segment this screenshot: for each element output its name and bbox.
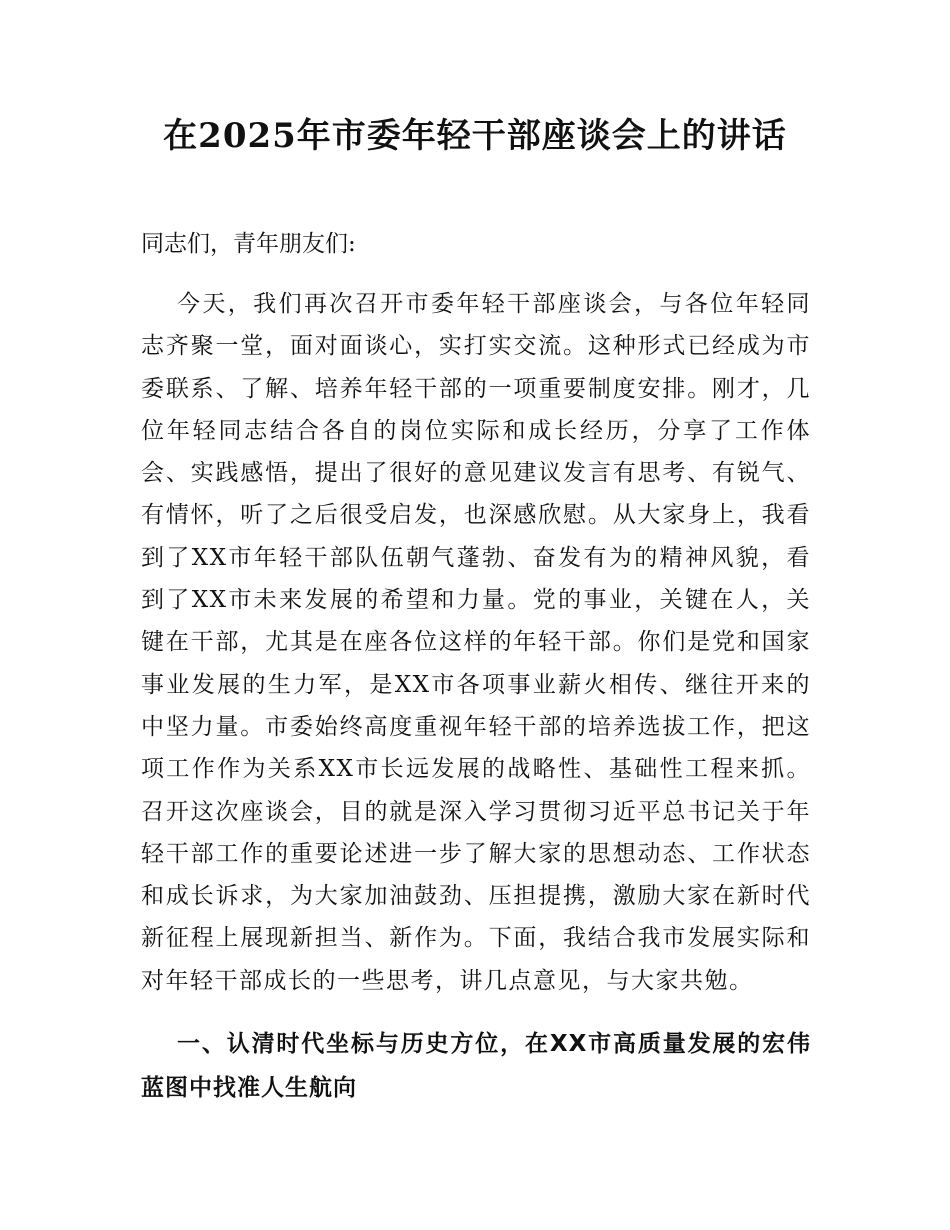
salutation: 同志们，青年朋友们: bbox=[141, 231, 356, 257]
section-heading: 一、认清时代坐标与历史方位，在XX市高质量发展的宏伟蓝图中找准人生航向 bbox=[141, 1031, 811, 1101]
document-title: 在2025年市委年轻干部座谈会上的讲话 bbox=[163, 116, 787, 156]
body-paragraph: 今天，我们再次召开市委年轻干部座谈会，与各位年轻同志齐聚一堂，面对面谈心，实打实交流。这种形式已经成为市委联系、了解、培养年轻干部的一项重要制度安排。刚才，几位年轻同志结合各自的岗位实际和成长经历，分享了工作体会、实践感悟，提出了很好的意见建议发言有思考、有锐气、有情怀，听了之后很受启发，也深感欣慰。从大家身上，我看到了XX市年轻干部队伍朝气蓬勃、奋发有为的精神风貌，看到了XX市未来发展的希望和力量。党的事业，关键在人，关键在干部，尤其是在座各位这样的年轻干部。你们是党和国家事业发展的生力军，是XX市各项事业薪火相传、继往开来的中坚力量。市委始终高度重视年轻干部的培养选拔工作，把这项工作作为关系XX市长远发展的战略性、基础性工程来抓。召开这次座谈会，目的就是深入学习贯彻习近平总书记关于年轻干部工作的重要论述进一步了解大家的思想动态、工作状态和成长诉求，为大家加油鼓劲、压担提携，激励大家在新时代新征程上展现新担当、新作为。下面，我结合我市发展实际和对年轻干部成长的一些思考，讲几点意见，与大家共勉。 bbox=[141, 291, 811, 994]
